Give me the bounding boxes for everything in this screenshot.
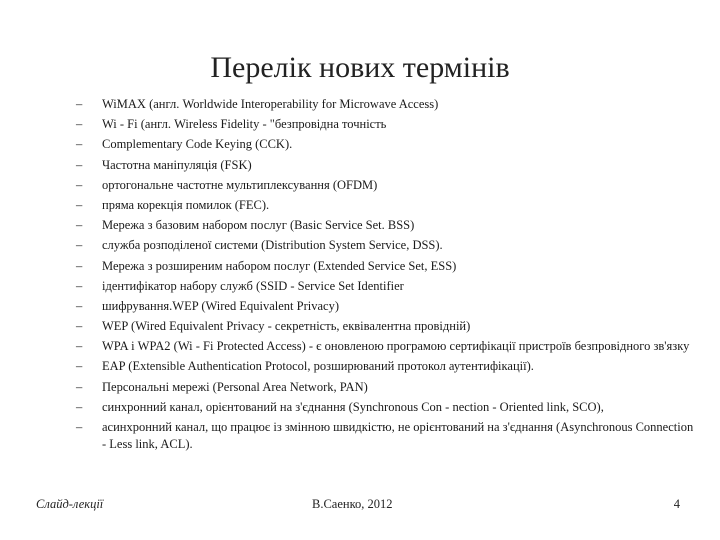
term-item-ssid xyxy=(70,278,700,295)
footer-label: Слайд-лекції xyxy=(36,497,104,511)
term-item-bss xyxy=(70,217,700,234)
term-text: синхронний канал, орієнтований на з'єднання (Synchronous Con - nection - Oriented link, SCO), xyxy=(102,399,604,414)
term-text: ортогональне частотне мультиплексування (OFDM) xyxy=(102,177,378,192)
bullet-dash: – xyxy=(76,278,83,293)
term-text: Мережа з розширеним набором послуг (Extended Service Set, ESS) xyxy=(102,258,457,273)
bullet-dash: – xyxy=(76,319,83,334)
term-text: шифрування.WEP (Wired Equivalent Privacy) xyxy=(102,298,339,313)
term-text: Wi - Fi (англ. Wireless Fidelity - "безпровідна точність xyxy=(102,117,387,132)
term-item-wifi xyxy=(70,116,700,133)
page-number: 4 xyxy=(673,497,680,511)
term-item-eap xyxy=(70,358,700,375)
term-item-wimax xyxy=(70,96,700,113)
term-text: ідентифікатор набору служб (SSID - Service Set Identifier xyxy=(102,278,404,293)
bullet-dash: – xyxy=(76,359,83,374)
term-item-encryption xyxy=(70,298,700,315)
slide-title: Перелік нових термінів xyxy=(210,51,510,84)
term-item-dss xyxy=(70,237,700,254)
term-item-ess xyxy=(70,258,700,275)
term-item-sco xyxy=(70,399,700,416)
bullet-dash: – xyxy=(76,218,83,233)
bullet-dash: – xyxy=(76,339,83,354)
bullet-dash: – xyxy=(76,298,83,313)
bullet-dash: – xyxy=(76,238,83,253)
term-text: Персональні мережі (Personal Area Network, PAN) xyxy=(102,379,368,394)
terms-list xyxy=(70,96,700,456)
bullet-dash: – xyxy=(76,157,83,172)
term-text: пряма корекція помилок (FEC). xyxy=(102,197,270,212)
term-text: асинхронний канал, що працює із змінною швидкістю, не орієнтований на з'єднання (Asynchronous Connection - Less link, ACL). xyxy=(102,420,694,451)
term-item-acl xyxy=(70,419,700,452)
term-text: WiMAX (англ. Worldwide Interoperability for Microwave Access) xyxy=(102,97,439,111)
bullet-dash: – xyxy=(76,197,83,212)
term-item-fec xyxy=(70,197,700,214)
bullet-dash: – xyxy=(76,399,83,414)
term-text: Complementary Code Keying (CCK). xyxy=(102,137,293,152)
term-item-wpa xyxy=(70,338,700,355)
footer-author: В.Саенко, 2012 xyxy=(312,497,393,511)
bullet-dash: – xyxy=(76,379,83,394)
term-text: EAP (Extensible Authentication Protocol, розширюваний протокол аутентифікації). xyxy=(102,359,534,374)
term-text: Частотна маніпуляція (FSK) xyxy=(102,157,252,172)
bullet-dash: – xyxy=(76,258,83,273)
bullet-dash: – xyxy=(76,97,83,111)
term-text: Мережа з базовим набором послуг (Basic Service Set. BSS) xyxy=(102,218,415,233)
term-text: WEP (Wired Equivalent Privacy - секретність, еквівалентна провідній) xyxy=(102,319,471,334)
bullet-dash: – xyxy=(76,420,83,434)
term-item-cck xyxy=(70,136,700,153)
bullet-dash: – xyxy=(76,117,83,132)
term-item-fsk xyxy=(70,157,700,174)
term-text: WPA і WPA2 (Wi - Fi Protected Access) - є оновленою програмою сертифікації пристроїв безпровідного зв'язку xyxy=(102,339,690,354)
bullet-dash: – xyxy=(76,137,83,152)
term-item-ofdm xyxy=(70,177,700,194)
term-item-wep xyxy=(70,318,700,335)
term-text: служба розподіленої системи (Distribution System Service, DSS). xyxy=(102,238,443,253)
bullet-dash: – xyxy=(76,177,83,192)
term-item-pan xyxy=(70,379,700,396)
